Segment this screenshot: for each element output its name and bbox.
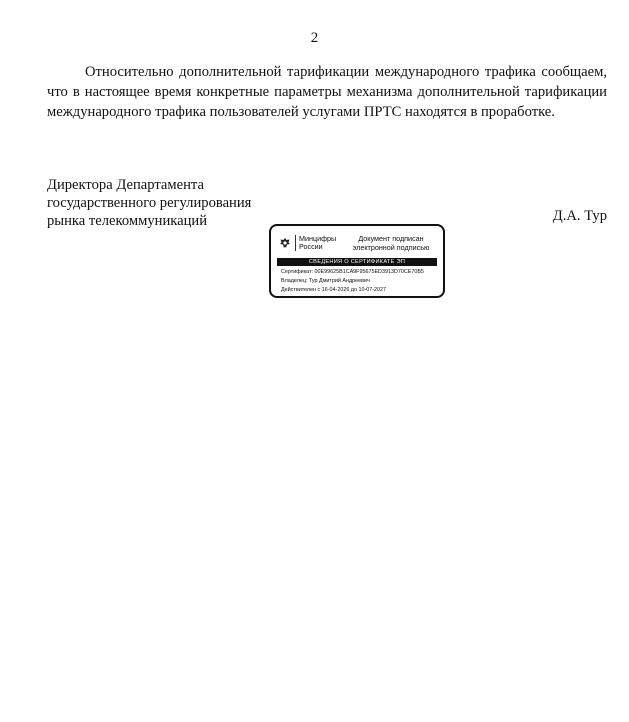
ministry-line: Минцифры [299, 234, 337, 243]
page-number: 2 [310, 30, 319, 46]
position-line: рынка телекоммуникаций [47, 213, 208, 229]
certificate-owner: Владелец: Тур Дмитрий Андреевич [281, 278, 370, 284]
ministry-name [295, 235, 345, 251]
electronic-signature-stamp [269, 224, 445, 298]
coat-of-arms-icon [279, 237, 291, 249]
stamp-header [271, 226, 443, 254]
certificate-info-bar: СВЕДЕНИЯ О СЕРТИФИКАТЕ ЭП [277, 258, 437, 266]
signed-notice [345, 234, 437, 252]
body-paragraph: Относительно дополнительной тарификации международного трафика сообщаем, что в настоящее время конкретные параметры механизма дополнительной тарификации международного трафика пользователей услугами ПРТС находятся в проработке. [47, 64, 607, 120]
certificate-validity: Действителен с 16-04-2026 до 10-07-2027 [281, 287, 387, 293]
position-line: государственного регулирования [47, 195, 252, 211]
signatory-name: Д.А. Тур [552, 208, 607, 224]
signatory-position [47, 176, 251, 230]
signed-line: электронной подписью [352, 243, 430, 252]
certificate-number: Сертификат: 00E99625B1CA9F95675ED3913D70CE70B5 [281, 269, 424, 275]
position-line: Директора Департамента [47, 177, 204, 193]
ministry-line: России [299, 242, 323, 251]
signed-line: Документ подписан [358, 234, 424, 243]
